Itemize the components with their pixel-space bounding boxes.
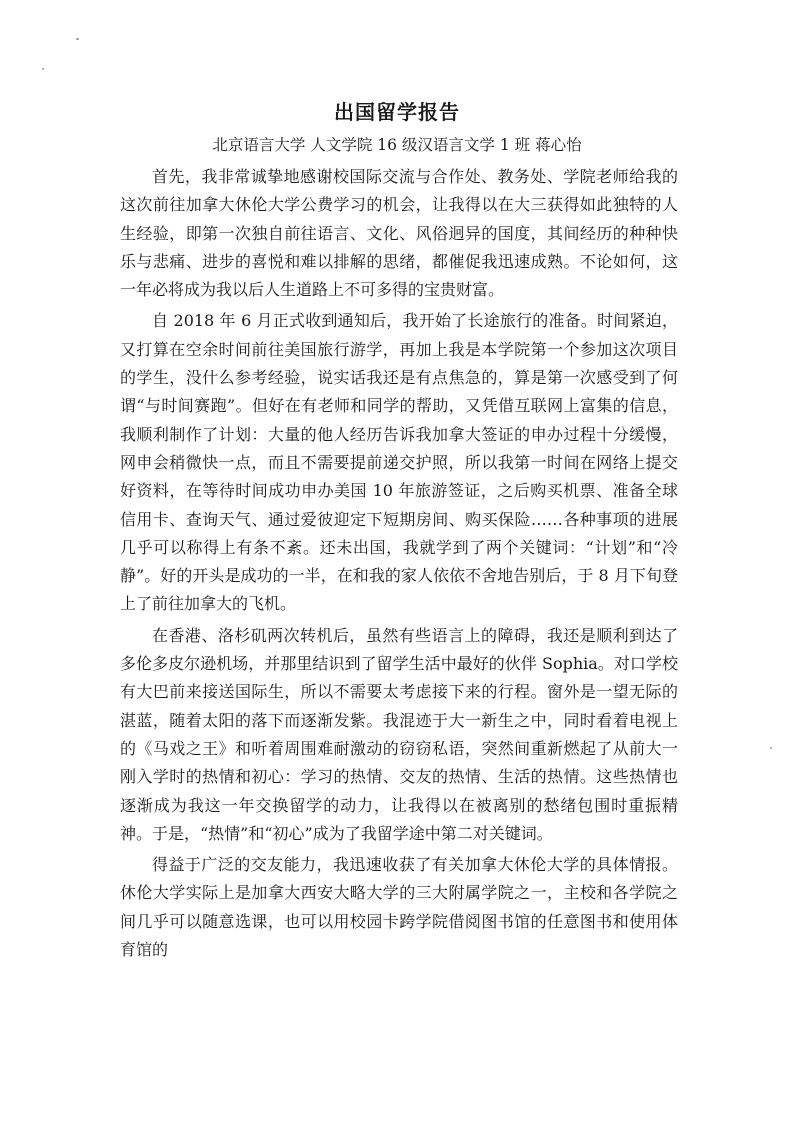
paragraph: 得益于广泛的交友能力，我迅速收获了有关加拿大休伦大学的具体情报。休伦大学实际上是加拿大西安大略大学的三大附属学院之一，主校和各学院之间几乎可以随意选课，也可以用校园卡跨学院借阅图书馆的任意图书和使用体育馆的 bbox=[120, 855, 678, 960]
scan-speck bbox=[42, 68, 44, 70]
paragraph: 在香港、洛杉矶两次转机后，虽然有些语言上的障碍，我还是顺利到达了多伦多皮尔逊机场，并那里结识到了留学生活中最好的伙伴 Sophia。对口学校有大巴前来接送国际生，所以不需要太考虑接下来的行程。窗外是一望无际的湛蓝，随着太阳的落下而逐渐发紫。我混迹于大一新生之中，同时看着电视上的《马戏之王》和听着周围难耐激动的窃窃私语，突然间重新燃起了从前大一刚入学时的热情和初心：学习的热情、交友的热情、生活的热情。这些热情也逐渐成为我这一年交换留学的动力，让我得以在被离别的愁绪包围时重振精神。于是，“热情”和“初心”成为了我留学途中第二对关键词。 bbox=[120, 625, 678, 843]
paragraph: 自 2018 年 6 月正式收到通知后，我开始了长途旅行的准备。时间紧迫，又打算在空余时间前往美国旅行游学，再加上我是本学院第一个参加这次项目的学生，没什么参考经验，说实话我还是有点焦急的，算是第一次感受到了何谓“与时间赛跑”。但好在有老师和同学的帮助，又凭借互联网上富集的信息，我顺利制作了计划：大量的他人经历告诉我加拿大签证的申办过程十分缓慢，网申会稍微快一点，而且不需要提前递交护照，所以我第一时间在网络上提交好资料，在等待时间成功申办美国 10 年旅游签证，之后购买机票、准备全球信用卡、查询天气、通过爱彼迎定下短期房间、购买保险……各种事项的进展几乎可以称得上有条不紊。还未出国，我就学到了两个关键词：“计划”和“冷静”。好的开头是成功的一半，在和我的家人依依不舍地告别后，于 8 月下旬登上了前往加拿大的飞机。 bbox=[120, 311, 678, 614]
report-title: 出国留学报告 bbox=[334, 100, 460, 124]
paragraph: 首先，我非常诚挚地感谢校国际交流与合作处、教务处、学院老师给我的这次前往加拿大休伦大学公费学习的机会，让我得以在大三获得如此独特的人生经验，即第一次独自前往语言、文化、风俗迥异的国度，其间经历的种种快乐与悲痛、进步的喜悦和难以排解的思绪，都催促我迅速成熟。不论如何，这一年必将成为我以后人生道路上不可多得的宝贵财富。 bbox=[120, 167, 678, 300]
author-byline: 北京语言大学 人文学院 16 级汉语言文学 1 班 蒋心怡 bbox=[212, 136, 582, 154]
scan-speck bbox=[770, 747, 772, 749]
report-body bbox=[120, 163, 678, 964]
scan-speck bbox=[76, 38, 79, 40]
